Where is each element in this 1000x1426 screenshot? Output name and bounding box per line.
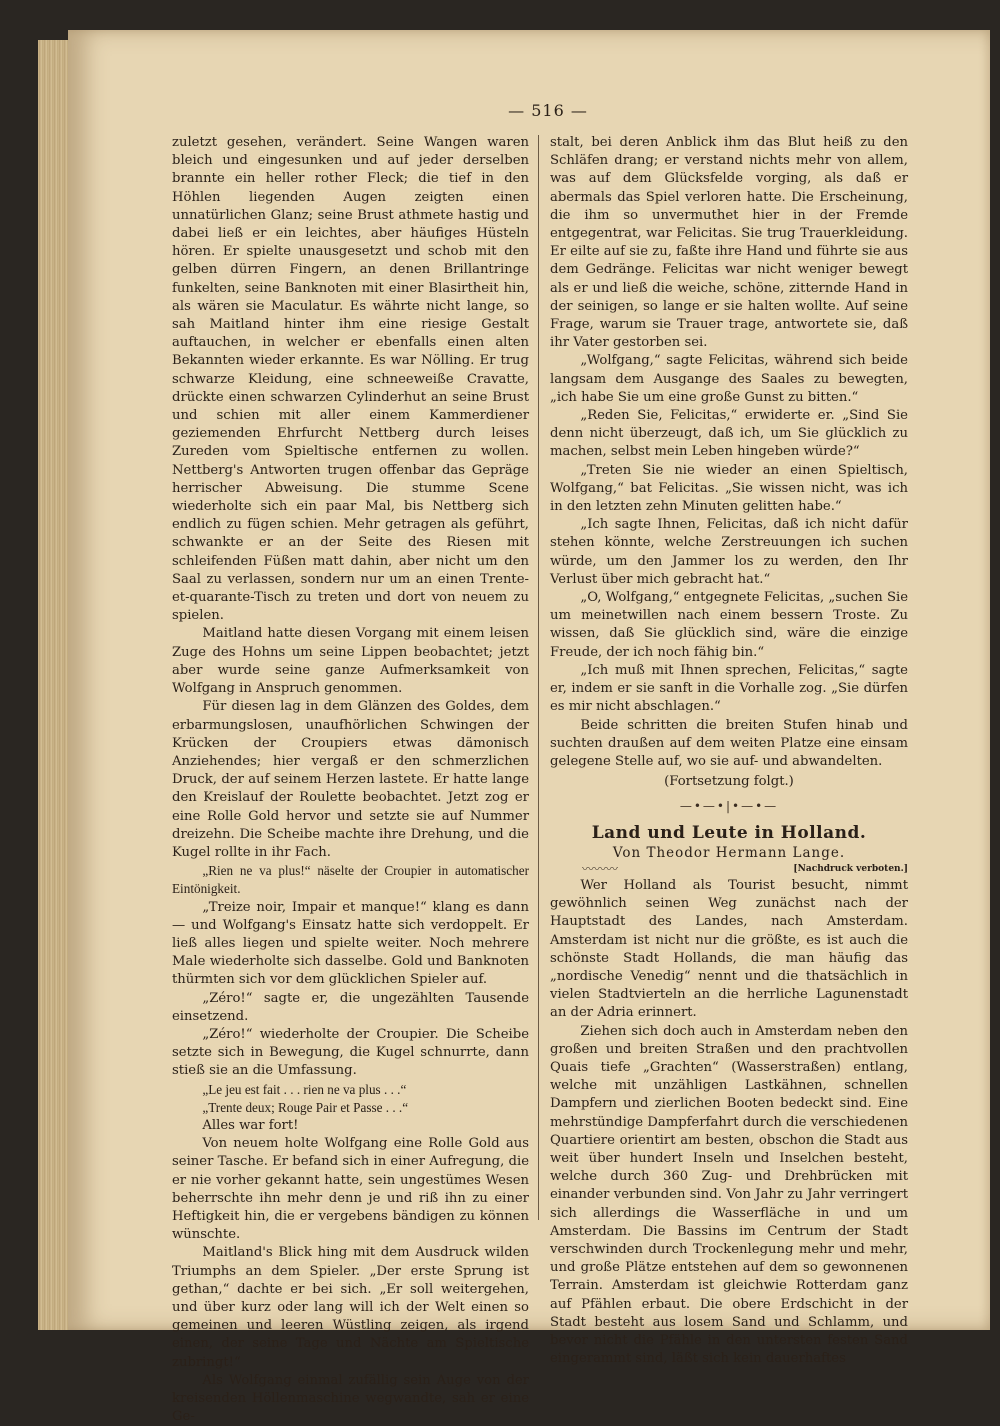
article-author: Von Theodor Hermann Lange.: [612, 844, 846, 861]
paragraph: „Le jeu est fait . . . rien ne va plus . . .“: [202, 1081, 407, 1097]
paragraph: stalt, bei deren Anblick ihm das Blut heiß zu den Schläfen drang; er verstand nichts mehr von allem, was auf dem Glücksfelde vorging, als daß er abermals das Spiel verloren hatte. Die Erscheinung, die ihm so unvermuthet hier in der Fremde entgegentrat, war Felicitas. Sie trug Trauerkleidung. Er eilte auf sie zu, faßte ihre Hand und führte sie aus dem Gedränge. Felicitas war nicht weniger bewegt als er und ließ die weiche, schöne, zitternde Hand in der seinigen, so lange er sie halten wollte. Auf seine Frage, warum sie Trauer trage, antwortete sie, daß ihr Vater gestorben sei.: [550, 135, 908, 351]
column-divider: [538, 135, 539, 1220]
continuation-note: (Fortsetzung folgt.): [664, 774, 794, 790]
right-column: [550, 134, 908, 1368]
byline-row: [550, 862, 908, 876]
tilde-ornament: 〰〰〰: [582, 861, 619, 876]
paragraph: Maitland hatte diesen Vorgang mit einem leisen Zuge des Hohns um seine Lippen beobachtet; jetzt aber wurde seine ganze Aufmerksamkeit von Wolfgang in Anspruch genommen.: [172, 626, 529, 697]
paragraph: Maitland's Blick hing mit dem Ausdruck wilden Triumphs an dem Spieler. „Der erste Sprung ist gethan,“ dachte er bei sich. „Er soll weitergehen, und über kurz oder lang will ich der Welt einen so gemeinen und leeren Wüstling zeigen, als irgend einen, der seine Tage und Nächte am Spieltische zubringt!“: [172, 1245, 529, 1370]
paragraph: „Zéro!“ sagte er, die ungezählten Tausende einsetzend.: [172, 990, 529, 1024]
paragraph: „Reden Sie, Felicitas,“ erwiderte er. „Sind Sie denn nicht überzeugt, daß ich, um Sie glücklich zu machen, selbst mein Leben hingeben würde?“: [550, 408, 908, 460]
paragraph: zuletzt gesehen, verändert. Seine Wangen waren bleich und eingesunken und auf jeder derselben brannte ein heller rother Fleck; die tief in den Höhlen liegenden Augen zeigten einen unnatürlichen Glanz; seine Brust athmete hastig und dabei ließ er ein leichtes, aber häufiges Hüsteln hören. Er spielte unausgesetzt und schob mit den gelben dürren Fingern, an denen Brillantringe funkelten, seine Banknoten mit einer Blasirtheit hin, als wären sie Maculatur. Es währte nicht lange, so sah Maitland hinter ihm eine riesige Gestalt auftauchen, in welcher er ebenfalls einen alten Bekannten wieder erkannte. Es war Nölling. Er trug schwarze Kleidung, eine schneeweiße Cravatte, drückte einen schwarzen Cylinderhut an seine Brust und schien mit aller einem Kammerdiener geziemenden Ehrfurcht Nettberg durch leises Zureden vom Spieltische entfernen zu wollen. Nettberg's Antworten trugen offenbar das Gepräge herrischer Abweisung. Die stumme Scene wiederholte sich ein paar Mal, bis Nettberg sich endlich zu fügen schien. Mehr getragen als geführt, schwankte er an der Seite des Riesen mit schleifenden Füßen matt dahin, aber nicht um den Saal zu verlassen, sondern nur um an einen Trente-et-quarante-Tisch zu treten und dort von neuem zu spielen.: [172, 135, 529, 624]
section-ornament: —•—•|•—•—: [679, 799, 779, 814]
paragraph: „Ich muß mit Ihnen sprechen, Felicitas,“ sagte er, indem er sie sanft in die Vorhalle zog. „Sie dürfen es mir nicht abschlagen.“: [550, 662, 908, 715]
paragraph: „Treten Sie nie wieder an einen Spieltisch, Wolfgang,“ bat Felicitas. „Sie wissen nicht, was ich in den letzten zehn Minuten gelitten habe.“: [550, 462, 908, 515]
paragraph: „Wolfgang,“ sagte Felicitas, während sich beide langsam dem Ausgange des Saales zu bewegten, „ich habe Sie um eine große Gunst zu bitten.“: [550, 353, 908, 405]
paragraph: „Zéro!“ wiederholte der Croupier. Die Scheibe setzte sich in Bewegung, die Kugel schnurrte, dann stieß sie an die Umfassung.: [172, 1026, 529, 1079]
paragraph: Von neuem holte Wolfgang eine Rolle Gold aus seiner Tasche. Er befand sich in einer Aufregung, die er nie vorher gekannt hatte, sein ungestümes Wesen beherrschte ihn mehr denn je und riß ihn zu einer Heftigkeit hin, die er vergebens bändigen zu können wünschte.: [172, 1136, 529, 1243]
page-number: — 516 —: [508, 101, 588, 120]
paragraph: Ziehen sich doch auch in Amsterdam neben den großen und breiten Straßen und den prachtvollen Quais tiefe „Grachten“ (Wasserstraßen) entlang, welche mit unzähligen Lastkähnen, schnellen Dampfern und zierlichen Booten bedeckt sind. Eine mehrstündige Dampferfahrt durch die verschiedenen Quartiere orientirt am besten, obschon die Stadt aus weit über hundert Inseln und Inselchen besteht, welche durch 360 Zug- und Drehbrücken mit einander verbunden sind. Von Jahr zu Jahr verringert sich allerdings die Wasserfläche in und um Amsterdam. Die Bassins im Centrum der Stadt verschwinden durch Trockenlegung mehr und mehr, und große Plätze entstehen auf dem so gewonnenen Terrain. Amsterdam ist gleichwie Rotterdam ganz auf Pfählen erbaut. Die obere Erdschicht in der Stadt besteht aus losem Sand und Schlamm, und bevor nicht die Pfähle in den untersten festen Sand eingerammt sind, läßt sich kein dauerhaftes: [550, 1023, 908, 1367]
paragraph: Als Wolfgang einmal zufällig sein Auge von der kreisenden Höllenmaschine wegwandte, sah er eine Ge-: [172, 1372, 529, 1425]
article-title: Land und Leute in Holland.: [591, 822, 867, 843]
paragraph: Für diesen lag in dem Glänzen des Goldes, dem erbarmungslosen, unaufhörlichen Schwingen der Krücken der Croupiers etwas dämonisch Anziehendes; hier vergaß er den schmerzlichen Druck, der auf seinem Herzen lastete. Er hatte lange den Kreislauf der Roulette beobachtet. Jetzt zog er eine Rolle Gold hervor und setzte sie auf Nummer dreizehn. Die Scheibe machte ihre Drehung, und die Kugel rollte in ihr Fach.: [172, 699, 529, 860]
paragraph: Beide schritten die breiten Stufen hinab und suchten draußen auf dem weiten Platze eine einsam gelegene Stelle auf, wo sie auf- und abwandelten.: [550, 717, 908, 769]
left-column: [172, 134, 529, 1426]
reprint-notice: [Nachdruck verboten.]: [793, 863, 908, 874]
paragraph: Alles war fort!: [202, 1117, 299, 1133]
paragraph: Wer Holland als Tourist besucht, nimmt gewöhnlich seinen Weg zunächst nach der Hauptstadt des Landes, nach Amsterdam. Amsterdam ist nicht nur die größte, es ist auch die schönste Stadt Hollands, die man häufig das „nordische Venedig“ nennt und die thatsächlich in vielen Stadtvierteln an die herrliche Lagunenstadt an der Adria erinnert.: [550, 877, 908, 1021]
paragraph: „Trente deux; Rouge Pair et Passe . . .“: [202, 1099, 409, 1115]
paragraph: „O, Wolfgang,“ entgegnete Felicitas, „suchen Sie um meinetwillen nach einem bessern Troste. Zu wissen, daß Sie glücklich sind, wäre die einzige Freude, der ich noch fähig bin.“: [550, 590, 908, 660]
paragraph: „Ich sagte Ihnen, Felicitas, daß ich nicht dafür stehen könnte, welche Zerstreuungen ich suchen würde, um den Jammer los zu werden, den Ihr Verlust über mich gebracht hat.“: [550, 517, 908, 587]
paragraph: „Treize noir, Impair et manque!“ klang es dann — und Wolfgang's Einsatz hatte sich verdoppelt. Er ließ alles liegen und spielte weiter. Noch mehrere Male wiederholte sich dasselbe. Gold und Banknoten thürmten sich vor dem glücklichen Spieler auf.: [172, 899, 529, 988]
paragraph: „Rien ne va plus!“ näselte der Croupier in automatischer Eintönigkeit.: [172, 863, 529, 897]
